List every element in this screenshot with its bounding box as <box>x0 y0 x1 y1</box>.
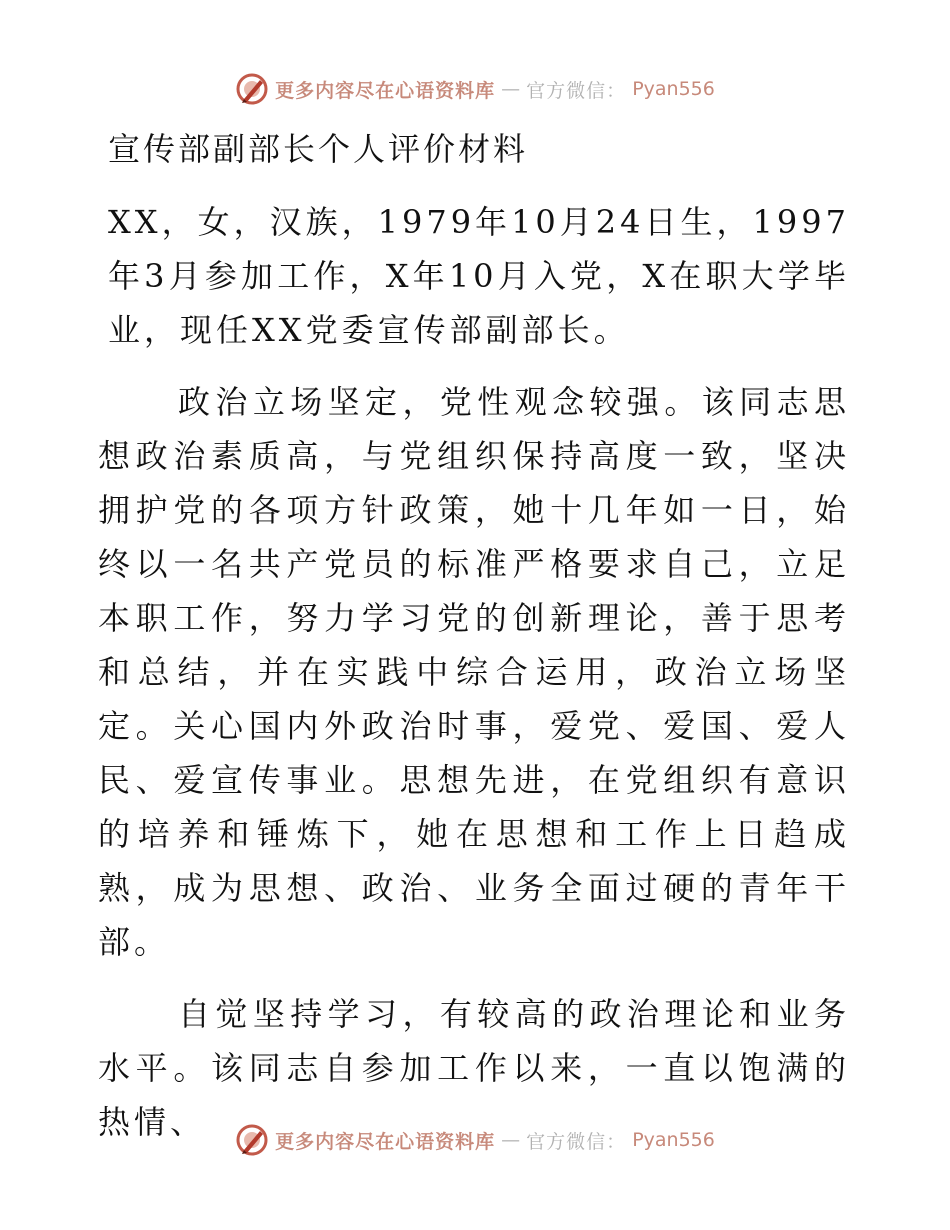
watermark-wechat-label: 官方微信： <box>526 79 627 102</box>
watermark-wechat-id: Pyan556 <box>632 1129 715 1151</box>
header-watermark <box>0 72 950 106</box>
document-title: 宣传部副部长个人评价材料 <box>108 130 529 168</box>
watermark-dash: — <box>501 1129 521 1151</box>
document-body <box>98 195 850 1167</box>
pen-logo-icon <box>235 1123 269 1157</box>
watermark-wechat-id: Pyan556 <box>632 78 715 100</box>
paragraph-profile: XX，女，汉族，1979年10月24日生，1997年3月参加工作，X年10月入党，X在职大学毕业，现任XX党委宣传部副部长。 <box>108 203 850 349</box>
watermark-wechat-label: 官方微信： <box>526 1130 627 1153</box>
watermark-text: 更多内容尽在心语资料库 <box>275 1130 496 1153</box>
pen-logo-icon <box>235 72 269 106</box>
paragraph-study: 自觉坚持学习，有较高的政治理论和业务水平。该同志自参加工作以来，一直以饱满的热情、 <box>98 995 850 1141</box>
watermark-text: 更多内容尽在心语资料库 <box>275 79 496 102</box>
watermark-dash: — <box>501 78 521 100</box>
footer-watermark <box>0 1123 950 1157</box>
paragraph-political-stance: 政治立场坚定，党性观念较强。该同志思想政治素质高，与党组织保持高度一致，坚决拥护党的各项方针政策，她十几年如一日，始终以一名共产党员的标准严格要求自己，立足本职工作，努力学习党的创新理论，善于思考和总结，并在实践中综合运用，政治立场坚定。关心国内外政治时事，爱党、爱国、爱人民、爱宣传事业。思想先进，在党组织有意识的培养和锤炼下，她在思想和工作上日趋成熟，成为思想、政治、业务全面过硬的青年干部。 <box>98 383 850 961</box>
